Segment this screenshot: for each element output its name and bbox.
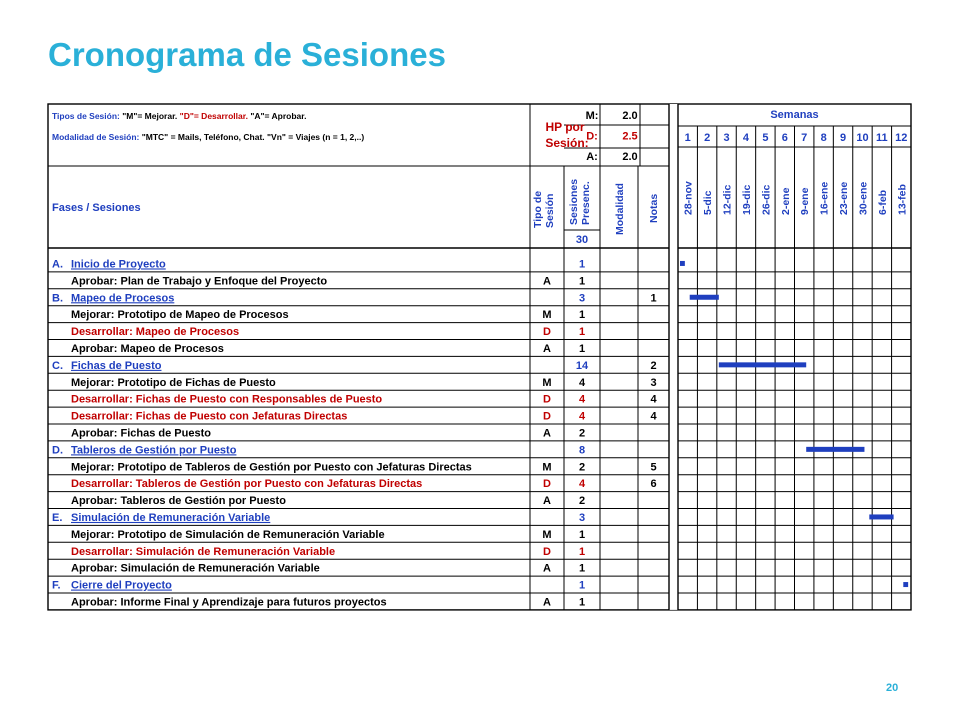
- week-number: 4: [742, 132, 750, 144]
- tipo-header-line2: Sesión: [544, 193, 556, 228]
- gantt-bar: [806, 447, 864, 452]
- tipo-value: A: [543, 596, 551, 609]
- gantt-bar: [903, 582, 908, 587]
- tipo-value: M: [542, 309, 552, 322]
- hp-key: M:: [585, 110, 599, 122]
- sesiones-value: 1: [578, 528, 586, 541]
- phase-letter: A.: [52, 258, 63, 271]
- week-date: 13-feb: [896, 184, 909, 215]
- legend-tipos: Tipos de Sesión: "M"= Mejorar. "D"= Desarrollar. "A"= Aprobar.: [52, 111, 307, 121]
- phase-letter: B.: [52, 292, 63, 305]
- session-label: Desarrollar: Tableros de Gestión por Puesto con Jefaturas Directas: [71, 478, 423, 491]
- notas-value: 5: [650, 461, 657, 474]
- session-label: Aprobar: Informe Final y Aprendizaje para futuros proyectos: [71, 596, 387, 609]
- week-number: 5: [762, 132, 769, 144]
- slide-title: Cronograma de Sesiones: [48, 36, 446, 73]
- tipo-value: D: [543, 478, 551, 491]
- week-date: 16-ene: [818, 181, 831, 215]
- sesiones-value: 1: [578, 545, 586, 558]
- tipo-value: D: [543, 410, 551, 423]
- sesiones-value: 2: [578, 427, 586, 440]
- notas-value: 4: [650, 393, 657, 406]
- sesiones-value: 4: [578, 410, 586, 423]
- session-label: Mejorar: Prototipo de Tableros de Gestión por Puesto con Jefaturas Directas: [71, 461, 472, 474]
- week-number: 12: [895, 132, 908, 144]
- week-date: 5-dic: [702, 190, 715, 215]
- sesiones-value: 1: [578, 596, 586, 609]
- tipo-header-line1: Tipo de: [532, 190, 544, 228]
- session-label: Mejorar: Prototipo de Mapeo de Procesos: [71, 309, 289, 322]
- sesiones-header-line1: Sesiones: [568, 178, 580, 225]
- phase-label: Tableros de Gestión por Puesto: [71, 444, 237, 457]
- hp-key: A:: [586, 151, 598, 163]
- tipo-value: M: [542, 461, 552, 474]
- tipo-value: A: [543, 562, 551, 575]
- sesiones-value: 14: [575, 359, 589, 372]
- sesiones-total: 30: [575, 234, 589, 246]
- week-number: 8: [820, 132, 827, 144]
- week-date: 23-ene: [838, 181, 851, 215]
- tipo-value: D: [543, 326, 551, 339]
- notas-value: 1: [650, 292, 657, 305]
- gantt-bar: [869, 514, 893, 519]
- phase-label: Fichas de Puesto: [71, 359, 162, 372]
- sesiones-value: 1: [578, 258, 586, 271]
- hp-label-line1: HP por: [545, 120, 585, 134]
- tipo-value: A: [543, 342, 551, 355]
- notas-value: 2: [650, 359, 657, 372]
- notas-value: 6: [650, 478, 657, 491]
- legend-modalidad: Modalidad de Sesión: "MTC" = Mails, Teléfono, Chat. "Vn" = Viajes (n = 1, 2,..): [52, 132, 365, 142]
- page-number: 20: [886, 682, 899, 694]
- session-label: Aprobar: Mapeo de Procesos: [71, 342, 224, 355]
- sesiones-value: 1: [578, 326, 586, 339]
- sesiones-value: 4: [578, 393, 586, 406]
- week-date: 19-dic: [740, 184, 753, 215]
- notas-value: 3: [650, 376, 657, 389]
- week-number: 11: [876, 132, 888, 144]
- sesiones-value: 4: [578, 478, 586, 491]
- week-date: 12-dic: [721, 184, 734, 215]
- sesiones-value: 1: [578, 342, 586, 355]
- sesiones-value: 3: [578, 511, 586, 524]
- sesiones-value: 2: [578, 461, 586, 474]
- hp-label-line2: Sesión:: [545, 136, 589, 150]
- week-number: 1: [684, 132, 691, 144]
- sesiones-value: 4: [578, 376, 586, 389]
- session-label: Desarrollar: Fichas de Puesto con Responsables de Puesto: [71, 393, 383, 406]
- notas-header: Notas: [648, 193, 660, 223]
- tipo-value: A: [543, 275, 551, 288]
- sesiones-header-line2: Presenc.: [580, 181, 592, 225]
- semanas-label: Semanas: [770, 109, 819, 121]
- tipo-value: D: [543, 393, 551, 406]
- sesiones-value: 2: [578, 495, 586, 508]
- hp-key: D:: [586, 130, 598, 143]
- phase-letter: E.: [52, 511, 63, 524]
- hp-value: 2.5: [622, 130, 638, 143]
- gantt-bar: [719, 362, 806, 367]
- week-number: 3: [723, 132, 730, 144]
- tipo-value: A: [543, 495, 551, 508]
- session-label: Desarrollar: Simulación de Remuneración Variable: [71, 545, 336, 558]
- sesiones-value: 3: [578, 292, 586, 305]
- week-date: 28-nov: [682, 181, 695, 215]
- table-text: [52, 109, 908, 608]
- week-number: 9: [839, 132, 847, 144]
- phase-letter: C.: [52, 359, 63, 372]
- session-label: Aprobar: Plan de Trabajo y Enfoque del Proyecto: [71, 275, 328, 288]
- phase-label: Mapeo de Procesos: [71, 292, 175, 305]
- modalidad-header: Modalidad: [614, 183, 626, 235]
- week-number: 7: [801, 132, 808, 144]
- session-label: Desarrollar: Mapeo de Procesos: [71, 326, 240, 339]
- sesiones-value: 1: [578, 275, 586, 288]
- session-label: Aprobar: Fichas de Puesto: [71, 427, 211, 440]
- tipo-value: M: [542, 376, 552, 389]
- notas-value: 4: [650, 410, 657, 423]
- tipo-value: M: [542, 528, 552, 541]
- phase-label: Simulación de Remuneración Variable: [71, 511, 271, 524]
- tipo-value: D: [543, 545, 551, 558]
- session-label: Aprobar: Tableros de Gestión por Puesto: [71, 495, 286, 508]
- week-date: 30-ene: [857, 181, 870, 215]
- week-date: 9-ene: [799, 187, 812, 215]
- phase-letter: F.: [52, 579, 61, 592]
- session-label: Mejorar: Prototipo de Simulación de Remuneración Variable: [71, 528, 385, 541]
- tipo-value: A: [543, 427, 551, 440]
- sesiones-value: 1: [578, 562, 586, 575]
- phase-label: Cierre del Proyecto: [71, 579, 172, 592]
- session-label: Aprobar: Simulación de Remuneración Variable: [71, 562, 320, 575]
- phase-label: Inicio de Proyecto: [71, 258, 166, 271]
- gantt-bar: [680, 261, 685, 266]
- sesiones-value: 8: [578, 444, 586, 457]
- sesiones-value: 1: [578, 579, 586, 592]
- fases-header: Fases / Sesiones: [52, 202, 141, 214]
- week-date: 2-ene: [779, 187, 792, 215]
- session-label: Mejorar: Prototipo de Fichas de Puesto: [71, 376, 276, 389]
- gantt-bar: [690, 295, 719, 300]
- week-number: 2: [704, 132, 711, 144]
- hp-value: 2.0: [622, 110, 638, 122]
- hp-value: 2.0: [622, 151, 638, 163]
- session-label: Desarrollar: Fichas de Puesto con Jefaturas Directas: [71, 410, 348, 423]
- week-number: 6: [781, 132, 788, 144]
- week-date: 6-feb: [876, 189, 889, 215]
- gantt-separator: [670, 104, 678, 610]
- week-date: 26-dic: [760, 184, 773, 215]
- week-number: 10: [856, 132, 869, 144]
- sesiones-value: 1: [578, 309, 586, 322]
- phase-letter: D.: [52, 444, 63, 457]
